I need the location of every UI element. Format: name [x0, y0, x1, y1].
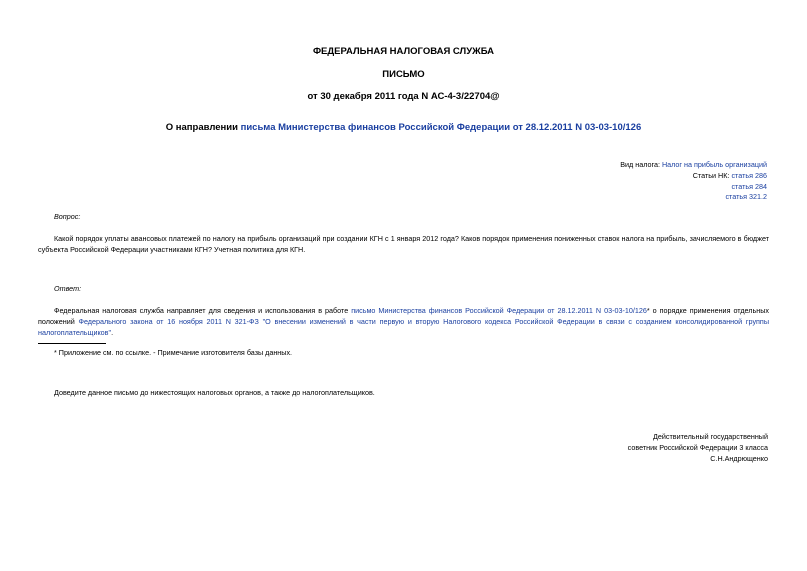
answer-block [38, 306, 769, 338]
document-meta [620, 160, 767, 203]
signature-title-line: Действительный государственный [653, 432, 768, 441]
answer-text [38, 306, 769, 338]
subject-prefix: О направлении [165, 122, 241, 133]
document-type: ПИСЬМО [382, 69, 425, 80]
article-321-2-link[interactable]: статья 321.2 [725, 192, 767, 202]
subject-ministry-letter-link[interactable]: письма Министерства финансов Российской Федерации от 28.12.2011 N 03-03-10/126 [240, 122, 642, 133]
signature-title-line: советник Российской Федерации 3 класса [627, 442, 768, 452]
instruction-text: Доведите данное письмо до нижестоящих налоговых органов, а также до налогоплательщиков. [54, 388, 375, 397]
signature-name: С.Н.Андрющенко [710, 453, 768, 463]
articles-row [620, 182, 767, 193]
articles-row [620, 171, 767, 182]
tax-type-link[interactable]: Налог на прибыль организаций [661, 160, 767, 169]
organization-title: ФЕДЕРАЛЬНАЯ НАЛОГОВАЯ СЛУЖБА [312, 46, 495, 57]
article-286-link[interactable]: статья 286 [731, 170, 767, 180]
answer-text-part: . [111, 327, 114, 337]
footnote-divider [38, 343, 106, 344]
answer-text-part: * о порядке применения отдельных положений [38, 306, 769, 326]
answer-label: Ответ: [54, 284, 82, 293]
articles-row [620, 192, 767, 203]
ministry-letter-link[interactable]: письмо Министерства финансов Российской Федерации от 28.12.2011 N 03-03-10/126 [351, 306, 647, 315]
tax-type-label: Вид налога: [620, 160, 662, 169]
question-text: Какой порядок уплаты авансовых платежей по налогу на прибыль организаций при создании КГН с 1 января 2012 года? Каков порядок применения пониженных ставок налога на прибыль, зачисляемого в бюджет субъекта Российской Федерации участниками КГН? Учетная политика для КГН. [38, 234, 769, 254]
question-block [38, 234, 769, 256]
article-284-link[interactable]: статья 284 [731, 181, 767, 191]
question-label: Вопрос: [54, 212, 81, 221]
articles-label: Статьи НК: [692, 170, 732, 180]
answer-text-part: Федеральная налоговая служба направляет для сведения и использования в работе [54, 306, 352, 315]
document-date-number: от 30 декабря 2011 года N АС-4-3/22704@ [307, 91, 500, 102]
footnote-block [38, 348, 769, 359]
federal-law-link[interactable]: Федерального закона от 16 ноября 2011 N 321-ФЗ "О внесении изменений в части первую и вторую Налогового кодекса Российской Федерации в связи с созданием консолидированной группы налогоплательщиков" [38, 316, 769, 337]
instruction-block [38, 388, 769, 399]
footnote-text: * Приложение см. по ссылке. - Примечание изготовителя базы данных. [54, 348, 293, 357]
signature-block [628, 432, 768, 464]
document-subject [0, 122, 807, 133]
tax-type-row [620, 160, 767, 171]
